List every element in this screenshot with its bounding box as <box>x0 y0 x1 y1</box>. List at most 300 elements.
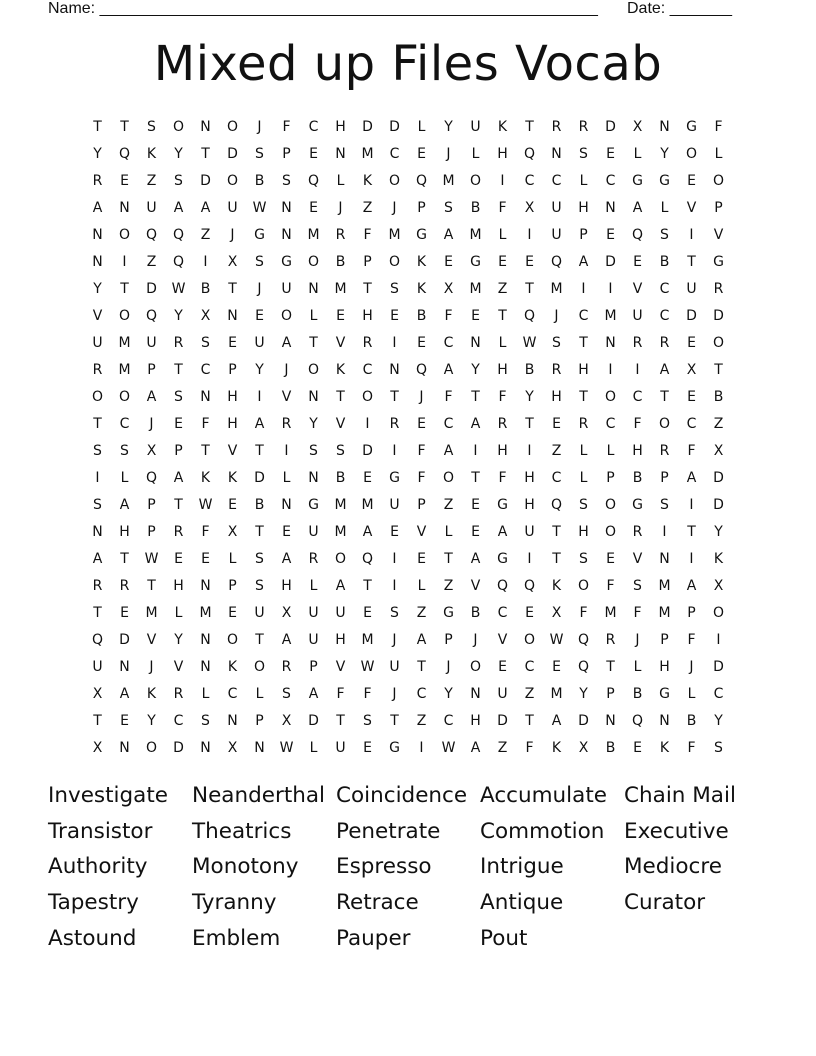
grid-letter: N <box>605 335 616 351</box>
grid-letter: B <box>632 470 643 486</box>
grid-letter: R <box>659 443 670 459</box>
grid-letter: M <box>334 497 347 513</box>
grid-letter: X <box>227 254 238 270</box>
grid-letter: P <box>363 254 372 270</box>
grid-letter: L <box>282 470 291 486</box>
grid-letter: F <box>363 686 372 702</box>
grid-letter: T <box>471 470 480 486</box>
grid-letter: A <box>362 524 373 540</box>
grid-letter: C <box>227 686 238 702</box>
grid-row <box>84 492 732 519</box>
grid-letter: Z <box>146 254 157 270</box>
date-field <box>627 0 732 18</box>
grid-letter: T <box>579 335 588 351</box>
grid-letter: P <box>579 227 588 243</box>
grid-letter: P <box>444 632 453 648</box>
grid-letter: S <box>552 335 561 351</box>
grid-letter: I <box>689 497 694 513</box>
grid-letter: D <box>119 632 130 648</box>
grid-letter: T <box>390 389 399 405</box>
grid-letter: L <box>471 146 480 162</box>
word-search-grid <box>84 114 732 762</box>
grid-letter: F <box>417 470 426 486</box>
grid-letter: X <box>524 200 535 216</box>
grid-letter: E <box>120 713 129 729</box>
grid-letter: H <box>659 659 670 675</box>
grid-letter: R <box>362 335 373 351</box>
grid-letter: F <box>444 389 453 405</box>
grid-letter: F <box>606 578 615 594</box>
grid-letter: O <box>604 524 617 540</box>
grid-letter: R <box>713 281 724 297</box>
grid-letter: T <box>471 389 480 405</box>
grid-letter: B <box>470 200 481 216</box>
grid-letter: C <box>497 605 508 621</box>
grid-letter: Z <box>443 497 454 513</box>
grid-letter: T <box>552 524 561 540</box>
grid-letter: T <box>417 659 426 675</box>
grid-letter: R <box>281 659 292 675</box>
grid-row <box>84 357 732 384</box>
grid-letter: Y <box>444 686 453 702</box>
grid-letter: M <box>145 605 158 621</box>
grid-letter: O <box>118 308 131 324</box>
grid-letter: N <box>92 524 103 540</box>
grid-letter: E <box>174 551 183 567</box>
word-bank-item: Retrace <box>336 890 419 916</box>
grid-letter: C <box>713 686 724 702</box>
grid-letter: G <box>443 605 454 621</box>
grid-letter: S <box>633 578 642 594</box>
word-bank-item: Chain Mail <box>624 782 736 808</box>
grid-letter: L <box>417 578 426 594</box>
grid-letter: E <box>687 389 696 405</box>
grid-letter: C <box>551 470 562 486</box>
grid-letter: V <box>281 389 292 405</box>
word-bank-item: Antique <box>480 890 564 916</box>
grid-letter: F <box>714 119 723 135</box>
grid-row <box>84 195 732 222</box>
grid-letter: H <box>524 470 535 486</box>
grid-letter: T <box>687 524 696 540</box>
grid-letter: T <box>363 281 372 297</box>
grid-letter: L <box>444 524 453 540</box>
grid-letter: Y <box>444 119 453 135</box>
grid-letter: R <box>578 119 589 135</box>
grid-row <box>84 708 732 735</box>
grid-letter: Q <box>496 578 509 594</box>
grid-letter: E <box>390 524 399 540</box>
grid-letter: T <box>120 551 129 567</box>
grid-letter: O <box>712 605 725 621</box>
grid-row <box>84 249 732 276</box>
grid-letter: G <box>659 686 670 702</box>
grid-letter: T <box>336 713 345 729</box>
grid-letter: A <box>497 524 508 540</box>
grid-letter: M <box>388 227 401 243</box>
grid-letter: W <box>198 497 213 513</box>
grid-letter: Q <box>145 470 158 486</box>
grid-row <box>84 465 732 492</box>
grid-letter: Z <box>416 605 427 621</box>
grid-letter: E <box>390 308 399 324</box>
grid-letter: D <box>497 713 508 729</box>
grid-letter: M <box>604 605 617 621</box>
grid-letter: T <box>147 578 156 594</box>
grid-letter: X <box>578 740 589 756</box>
grid-letter: S <box>255 551 264 567</box>
grid-letter: M <box>307 227 320 243</box>
grid-letter: Y <box>660 146 669 162</box>
grid-letter: M <box>361 146 374 162</box>
grid-letter: Q <box>631 227 644 243</box>
grid-letter: I <box>716 632 721 648</box>
grid-letter: E <box>174 416 183 432</box>
grid-letter: O <box>388 173 401 189</box>
grid-letter: D <box>227 146 238 162</box>
grid-letter: N <box>200 119 211 135</box>
grid-letter: K <box>497 119 508 135</box>
grid-letter: O <box>469 659 482 675</box>
grid-letter: D <box>605 254 616 270</box>
grid-letter: Z <box>551 443 562 459</box>
grid-letter: T <box>498 308 507 324</box>
grid-letter: E <box>228 335 237 351</box>
grid-letter: O <box>712 335 725 351</box>
grid-letter: C <box>659 281 670 297</box>
grid-letter: V <box>713 227 724 243</box>
grid-letter: P <box>282 146 291 162</box>
grid-letter: N <box>470 686 481 702</box>
grid-letter: U <box>146 200 157 216</box>
grid-letter: P <box>147 497 156 513</box>
grid-letter: Q <box>307 173 320 189</box>
grid-letter: T <box>714 362 723 378</box>
grid-letter: N <box>227 713 238 729</box>
grid-letter: O <box>658 416 671 432</box>
grid-row <box>84 600 732 627</box>
grid-letter: T <box>93 416 102 432</box>
grid-letter: N <box>308 281 319 297</box>
grid-letter: I <box>473 443 478 459</box>
grid-letter: L <box>309 740 318 756</box>
grid-letter: D <box>308 713 319 729</box>
grid-letter: S <box>309 443 318 459</box>
grid-letter: I <box>635 362 640 378</box>
grid-letter: L <box>174 605 183 621</box>
grid-letter: O <box>307 362 320 378</box>
grid-letter: X <box>713 443 724 459</box>
grid-letter: X <box>92 740 103 756</box>
grid-letter: R <box>335 227 346 243</box>
grid-letter: W <box>279 740 294 756</box>
grid-letter: Q <box>631 713 644 729</box>
grid-letter: H <box>119 524 130 540</box>
grid-letter: X <box>632 119 643 135</box>
grid-letter: D <box>362 119 373 135</box>
grid-letter: J <box>257 281 262 297</box>
grid-row <box>84 654 732 681</box>
grid-letter: S <box>255 254 264 270</box>
grid-letter: U <box>335 740 346 756</box>
grid-letter: T <box>255 443 264 459</box>
grid-letter: X <box>200 308 211 324</box>
grid-letter: E <box>417 335 426 351</box>
grid-letter: O <box>604 497 617 513</box>
grid-letter: E <box>471 524 480 540</box>
grid-letter: E <box>498 659 507 675</box>
grid-row <box>84 330 732 357</box>
grid-letter: T <box>255 524 264 540</box>
page-title: Mixed up Files Vocab <box>153 36 663 92</box>
grid-letter: U <box>92 659 103 675</box>
grid-letter: M <box>118 335 131 351</box>
grid-letter: U <box>551 227 562 243</box>
grid-letter: G <box>470 254 481 270</box>
grid-letter: P <box>606 686 615 702</box>
grid-letter: F <box>579 605 588 621</box>
grid-letter: L <box>687 686 696 702</box>
worksheet-header <box>48 0 748 22</box>
grid-letter: V <box>497 632 508 648</box>
grid-letter: O <box>91 389 104 405</box>
grid-letter: M <box>658 605 671 621</box>
grid-letter: N <box>281 497 292 513</box>
grid-letter: E <box>255 308 264 324</box>
grid-letter: U <box>308 632 319 648</box>
grid-letter: E <box>606 551 615 567</box>
grid-letter: W <box>171 281 186 297</box>
grid-letter: I <box>527 227 532 243</box>
grid-letter: R <box>605 632 616 648</box>
grid-letter: E <box>282 524 291 540</box>
grid-letter: O <box>334 551 347 567</box>
grid-letter: W <box>252 200 267 216</box>
grid-letter: U <box>92 335 103 351</box>
grid-letter: D <box>713 497 724 513</box>
word-bank-row <box>48 778 768 814</box>
grid-letter: A <box>173 200 184 216</box>
grid-letter: O <box>388 254 401 270</box>
grid-letter: V <box>227 443 238 459</box>
grid-letter: T <box>444 551 453 567</box>
grid-letter: P <box>255 713 264 729</box>
grid-letter: A <box>308 686 319 702</box>
grid-letter: L <box>255 686 264 702</box>
grid-letter: C <box>632 389 643 405</box>
grid-letter: V <box>146 632 157 648</box>
grid-letter: H <box>551 389 562 405</box>
grid-letter: T <box>120 119 129 135</box>
grid-letter: D <box>362 443 373 459</box>
grid-letter: Z <box>713 416 724 432</box>
grid-letter: P <box>714 200 723 216</box>
grid-letter: C <box>443 416 454 432</box>
grid-letter: G <box>659 173 670 189</box>
grid-letter: D <box>713 308 724 324</box>
grid-letter: N <box>200 632 211 648</box>
grid-letter: I <box>527 551 532 567</box>
grid-letter: R <box>551 119 562 135</box>
grid-row <box>84 168 732 195</box>
grid-letter: Q <box>523 578 536 594</box>
grid-letter: O <box>361 389 374 405</box>
grid-letter: L <box>633 659 642 675</box>
grid-letter: P <box>228 362 237 378</box>
grid-letter: Q <box>523 308 536 324</box>
grid-letter: C <box>659 308 670 324</box>
grid-letter: C <box>443 335 454 351</box>
grid-letter: A <box>659 362 670 378</box>
grid-letter: L <box>714 146 723 162</box>
grid-letter: B <box>200 281 211 297</box>
grid-letter: A <box>578 254 589 270</box>
word-bank-item: Commotion <box>480 818 605 844</box>
grid-letter: H <box>578 362 589 378</box>
grid-letter: G <box>254 227 265 243</box>
grid-letter: M <box>550 281 563 297</box>
grid-letter: Z <box>497 281 508 297</box>
grid-letter: I <box>608 281 613 297</box>
grid-letter: Q <box>172 227 185 243</box>
grid-letter: V <box>632 281 643 297</box>
word-bank-row <box>48 921 768 957</box>
grid-letter: F <box>633 416 642 432</box>
grid-letter: N <box>200 659 211 675</box>
grid-letter: L <box>201 686 210 702</box>
grid-letter: J <box>392 632 397 648</box>
grid-letter: R <box>173 335 184 351</box>
grid-letter: L <box>660 200 669 216</box>
grid-letter: T <box>552 551 561 567</box>
grid-letter: R <box>308 551 319 567</box>
grid-letter: C <box>551 173 562 189</box>
grid-letter: S <box>579 497 588 513</box>
word-bank-item: Emblem <box>192 926 281 952</box>
grid-letter: R <box>632 524 643 540</box>
grid-letter: Y <box>174 146 183 162</box>
grid-letter: J <box>149 416 154 432</box>
grid-letter: A <box>281 335 292 351</box>
grid-letter: V <box>335 416 346 432</box>
grid-letter: A <box>686 470 697 486</box>
grid-letter: O <box>442 470 455 486</box>
grid-letter: H <box>281 578 292 594</box>
grid-letter: E <box>471 497 480 513</box>
grid-letter: D <box>605 119 616 135</box>
grid-letter: N <box>335 146 346 162</box>
grid-letter: Z <box>362 200 373 216</box>
grid-letter: J <box>338 200 343 216</box>
grid-letter: F <box>525 740 534 756</box>
grid-letter: I <box>257 389 262 405</box>
grid-letter: W <box>441 740 456 756</box>
grid-letter: G <box>497 551 508 567</box>
grid-letter: M <box>199 605 212 621</box>
grid-letter: A <box>254 416 265 432</box>
grid-letter: T <box>525 119 534 135</box>
grid-letter: O <box>145 740 158 756</box>
grid-letter: E <box>498 254 507 270</box>
grid-letter: Y <box>525 389 534 405</box>
grid-letter: O <box>253 659 266 675</box>
grid-letter: I <box>500 173 505 189</box>
grid-letter: E <box>471 308 480 324</box>
grid-letter: E <box>309 146 318 162</box>
grid-letter: P <box>417 200 426 216</box>
grid-letter: X <box>551 605 562 621</box>
grid-letter: P <box>309 659 318 675</box>
grid-letter: B <box>632 686 643 702</box>
grid-letter: S <box>282 173 291 189</box>
grid-letter: U <box>254 605 265 621</box>
grid-letter: U <box>389 659 400 675</box>
grid-letter: R <box>551 362 562 378</box>
grid-letter: Z <box>443 578 454 594</box>
grid-letter: I <box>527 443 532 459</box>
grid-letter: E <box>228 497 237 513</box>
name-blank-line: ________________________________________________________ <box>99 0 598 17</box>
grid-letter: O <box>118 227 131 243</box>
grid-letter: U <box>686 281 697 297</box>
grid-letter: N <box>200 389 211 405</box>
grid-letter: E <box>417 146 426 162</box>
grid-letter: Q <box>415 362 428 378</box>
grid-letter: P <box>147 524 156 540</box>
grid-letter: J <box>689 659 694 675</box>
grid-letter: E <box>525 605 534 621</box>
grid-letter: Y <box>93 281 102 297</box>
grid-letter: J <box>635 632 640 648</box>
grid-letter: D <box>173 740 184 756</box>
grid-letter: Y <box>579 686 588 702</box>
grid-letter: E <box>363 740 372 756</box>
word-bank-item: Mediocre <box>624 854 722 880</box>
grid-letter: D <box>200 173 211 189</box>
word-bank-item: Intrigue <box>480 854 564 880</box>
grid-letter: J <box>284 362 289 378</box>
grid-letter: R <box>389 416 400 432</box>
grid-letter: S <box>579 146 588 162</box>
grid-letter: W <box>144 551 159 567</box>
grid-letter: T <box>309 335 318 351</box>
word-bank-item: Executive <box>624 818 729 844</box>
grid-letter: N <box>659 119 670 135</box>
grid-letter: S <box>444 200 453 216</box>
grid-letter: I <box>203 254 208 270</box>
grid-letter: W <box>360 659 375 675</box>
grid-letter: I <box>689 551 694 567</box>
grid-letter: S <box>93 497 102 513</box>
grid-letter: X <box>713 578 724 594</box>
grid-letter: I <box>392 551 397 567</box>
grid-letter: U <box>308 605 319 621</box>
word-bank-item: Penetrate <box>336 818 441 844</box>
word-bank <box>48 778 768 957</box>
grid-letter: C <box>443 713 454 729</box>
grid-letter: L <box>498 335 507 351</box>
grid-letter: L <box>417 119 426 135</box>
grid-letter: E <box>228 605 237 621</box>
grid-letter: N <box>119 740 130 756</box>
grid-letter: P <box>417 497 426 513</box>
grid-letter: Q <box>118 146 131 162</box>
grid-letter: C <box>119 416 130 432</box>
grid-letter: C <box>578 308 589 324</box>
grid-letter: C <box>686 416 697 432</box>
grid-letter: Q <box>523 146 536 162</box>
grid-letter: T <box>93 119 102 135</box>
